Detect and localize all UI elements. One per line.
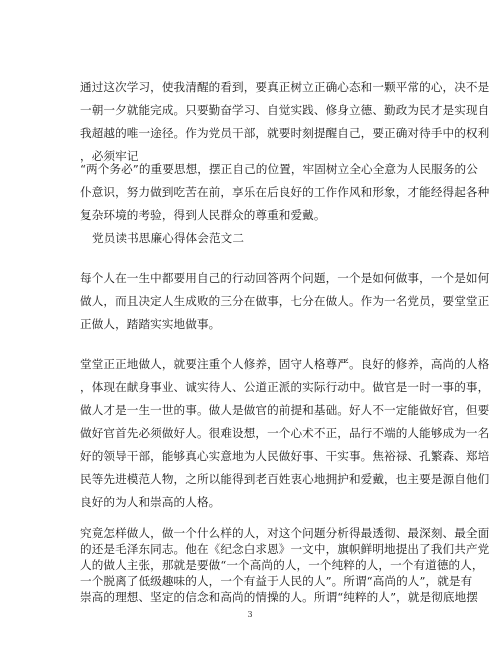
text-line: ，体现在献身事业、诚实待人、公道正派的实际行动中。做官是一时一事的事， (80, 380, 490, 394)
text-line: 民等先进模范人物，之所以能得到老百姓衷心地拥护和爱戴，也主要是源自他们 (80, 472, 490, 486)
page-number: 3 (247, 610, 253, 619)
text-line: 一个脱离了低级趣味的人，一个有益于人民的人”。所谓“高尚的人”，就是有 (80, 574, 473, 588)
text-line: 的还是毛泽东同志。他在《纪念白求恩》一文中，旗帜鲜明地提出了我们共产党 (80, 542, 490, 556)
text-line: 好的领导干部，能够真心实意地为人民做好事、干实事。焦裕禄、孔繁森、郑培 (80, 449, 490, 463)
text-line: 良好的为人和崇高的人格。 (80, 495, 221, 509)
text-line: 人的做人主张，那就是要做“一个高尚的人，一个纯粹的人，一个有道德的人， (80, 558, 484, 572)
text-line: 我超越的唯一途径。作为党员干部，就要时刻提醒自己，要正确对待手中的权利 (80, 126, 490, 140)
text-line: 通过这次学习，使我清醒的看到，要真正树立正确心态和一颗平常的心，决不是 (80, 80, 490, 94)
text-line: 复杂环境的考验，得到人民群众的尊重和爱戴。 (80, 208, 326, 222)
text-line: 每个人在一生中都要用自己的行动回答两个问题，一个是如何做事，一个是如何 (80, 271, 490, 285)
text-line: 仆意识，努力做到吃苦在前，享乐在后良好的工作作风和形象，才能经得起各种 (80, 185, 490, 199)
text-line: “两个务必”的重要思想，摆正自己的位置，牢固树立全心全意为人民服务的公 (80, 162, 478, 176)
text-line: ，必须牢记 (80, 149, 139, 163)
text-line: 堂堂正正地做人，就要注重个人修养，固守人格尊严。良好的修养，高尚的人格 (80, 357, 490, 371)
text-line: 究竟怎样做人，做一个什么样的人，对这个问题分析得最透彻、最深刻、最全面 (80, 526, 490, 540)
section-heading: 党员读书思廉心得体会范文二 (92, 231, 245, 245)
text-line: 正做人，踏踏实实地做事。 (80, 317, 221, 331)
text-line: 做人才是一生一世的事。做人是做官的前提和基础。好人不一定能做好官，但要 (80, 403, 490, 417)
text-line: 崇高的理想、坚定的信念和高尚的情操的人。所谓“纯粹的人”，就是彻底地摆 (80, 590, 478, 604)
text-line: 做好官首先必须做好人。很难设想，一个心术不正，品行不端的人能够成为一名 (80, 426, 490, 440)
text-line: 一朝一夕就能完成。只要勤奋学习、自觉实践、修身立德、勤政为民才是实现自 (80, 103, 490, 117)
text-line: 做人，而且决定人生成败的三分在做事，七分在做人。作为一名党员，要堂堂正 (80, 294, 490, 308)
